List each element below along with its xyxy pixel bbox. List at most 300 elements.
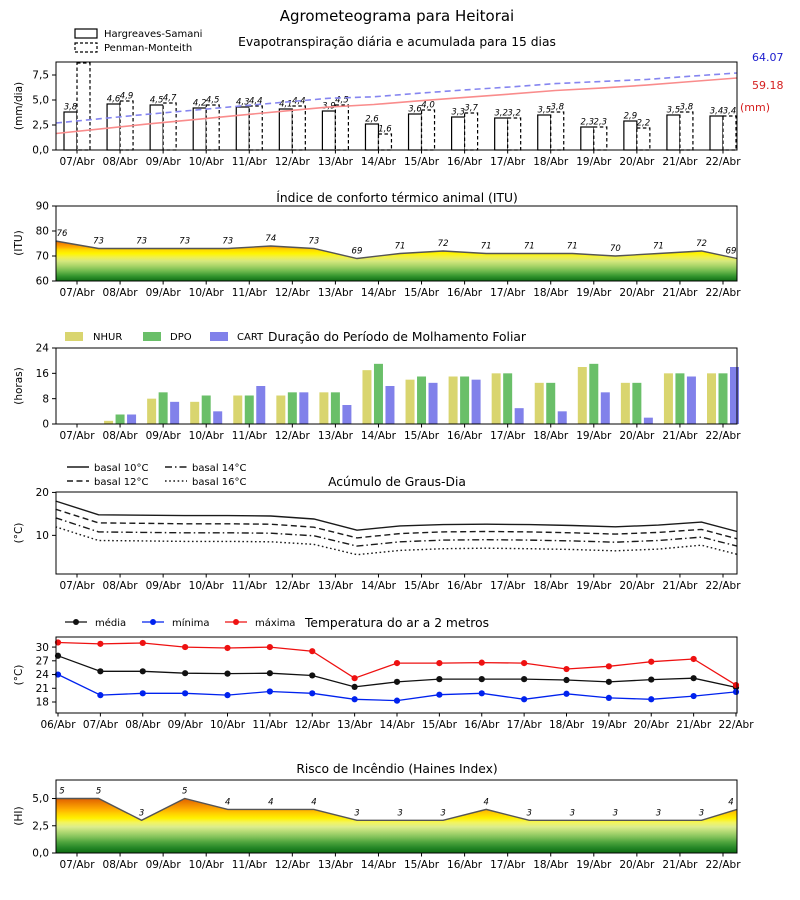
hargreaves-bar (624, 121, 637, 150)
bar-value-label: 4,4 (249, 96, 263, 107)
legend-swatch-DPO (143, 332, 161, 341)
x-tick-label: 08/Abr (125, 719, 161, 731)
mínima-marker (309, 690, 315, 696)
x-tick-label: 12/Abr (274, 287, 310, 299)
legend-label: Penman-Monteith (104, 43, 193, 54)
mínima-marker (352, 696, 358, 702)
nhur-bar (492, 373, 501, 424)
dpo-bar (719, 373, 728, 424)
x-tick-label: 15/Abr (421, 719, 457, 731)
chart1-ylabel: (mm/dia) (13, 81, 25, 131)
x-tick-label: 13/Abr (317, 430, 353, 442)
hargreaves-cumulative-total: 59.18 (752, 79, 784, 92)
data-point-label: 5 (59, 786, 65, 797)
data-point-label: 3 (698, 808, 705, 819)
chart1-title: Evapotranspiração diária e acumulada para 15 dias (238, 35, 556, 49)
bar-value-label: 3,7 (464, 103, 478, 114)
bar-value-label: 2,6 (365, 114, 379, 125)
média-marker (648, 676, 654, 682)
média-marker (436, 676, 442, 682)
x-tick-label: 19/Abr (576, 430, 612, 442)
mínima-marker (563, 691, 569, 697)
mínima-marker (394, 698, 400, 704)
x-tick-label: 18/Abr (533, 859, 569, 871)
cart-bar (127, 415, 136, 425)
média-marker (394, 679, 400, 685)
bar-value-label: 2,9 (623, 111, 638, 122)
y-tick-label: 2,5 (32, 119, 49, 132)
x-tick-label: 22/Abr (705, 156, 741, 168)
chart5-title: Temperatura do ar a 2 metros (304, 616, 490, 630)
degree-day-line (56, 509, 738, 539)
legend-marker-mínima (150, 619, 156, 625)
x-tick-label: 16/Abr (447, 287, 483, 299)
bar-value-label: 2,3 (580, 117, 595, 128)
x-tick-label: 07/Abr (59, 580, 95, 592)
data-point-label: 71 (566, 241, 578, 252)
x-tick-label: 22/Abr (718, 719, 754, 731)
máxima-marker (521, 660, 527, 666)
nhur-bar (319, 392, 328, 424)
máxima-marker (182, 644, 188, 650)
hargreaves-bar (495, 118, 508, 150)
x-tick-label: 06/Abr (40, 719, 76, 731)
dpo-bar (589, 364, 598, 424)
y-tick-label: 20 (35, 487, 49, 500)
x-tick-label: 09/Abr (145, 859, 181, 871)
média-marker (352, 684, 358, 690)
cart-bar (558, 411, 567, 424)
x-tick-label: 15/Abr (403, 430, 440, 442)
x-tick-label: 10/Abr (188, 430, 224, 442)
cart-bar (429, 383, 438, 424)
x-tick-label: 11/Abr (252, 719, 288, 731)
data-point-label: 73 (308, 236, 320, 247)
penman-bar (206, 105, 219, 150)
penman-bar (637, 128, 650, 150)
x-tick-label: 10/Abr (209, 719, 246, 731)
y-tick-label: 27 (35, 655, 49, 668)
nhur-bar (578, 367, 587, 424)
nhur-bar (449, 377, 458, 425)
x-tick-label: 15/Abr (403, 287, 440, 299)
x-tick-label: 09/Abr (145, 430, 181, 442)
cart-bar (256, 386, 265, 424)
data-point-label: 71 (394, 241, 406, 252)
x-tick-label: 12/Abr (274, 156, 310, 168)
hargreaves-bar (322, 111, 335, 150)
degree-day-line (56, 501, 738, 532)
mínima-marker (733, 689, 739, 695)
data-point-label: 73 (136, 236, 148, 247)
dpo-bar (503, 373, 512, 424)
x-tick-label: 13/Abr (317, 287, 353, 299)
cart-bar (170, 402, 179, 424)
mínima-marker (182, 690, 188, 696)
legend-swatch-Penman-Monteith (75, 43, 97, 52)
x-tick-label: 20/Abr (619, 859, 655, 871)
bar-value-label: 4,9 (119, 91, 134, 102)
y-tick-label: 0,0 (32, 847, 49, 860)
bar-value-label: 2,2 (636, 118, 651, 129)
x-tick-label: 08/Abr (102, 156, 138, 168)
legend-label: basal 10°C (94, 463, 149, 474)
data-point-label: 73 (93, 236, 104, 247)
dpo-bar (374, 364, 383, 424)
mínima-marker (606, 695, 612, 701)
dpo-bar (202, 396, 211, 425)
bar-value-label: 3,5 (666, 105, 681, 116)
data-point-label: 70 (609, 244, 621, 254)
bar-value-label: 3,6 (408, 104, 422, 115)
nhur-bar (147, 399, 156, 424)
legend-swatch-Hargreaves-Samani (75, 29, 97, 38)
x-tick-label: 11/Abr (231, 430, 267, 442)
x-tick-label: 15/Abr (403, 580, 440, 592)
x-tick-label: 08/Abr (102, 859, 138, 871)
cart-bar (601, 392, 610, 424)
y-tick-label: 8 (42, 393, 49, 406)
máxima-marker (691, 656, 697, 662)
dpo-bar (288, 392, 297, 424)
chart2-ylabel: (ITU) (13, 230, 25, 256)
x-tick-label: 18/Abr (533, 156, 569, 168)
y-tick-label: 24 (35, 669, 49, 682)
x-tick-label: 15/Abr (403, 859, 440, 871)
nhur-bar (276, 396, 285, 425)
dpo-bar (460, 377, 469, 425)
x-tick-label: 18/Abr (548, 719, 585, 731)
bar-value-label: 4,1 (279, 99, 293, 110)
x-tick-label: 20/Abr (619, 580, 655, 592)
y-tick-label: 21 (35, 682, 49, 695)
data-point-label: 5 (181, 786, 188, 797)
hargreaves-bar (279, 109, 292, 150)
mínima-marker (691, 693, 697, 699)
x-tick-label: 14/Abr (360, 430, 397, 442)
chart2-title: Índice de conforto térmico animal (ITU) (276, 191, 518, 205)
y-tick-label: 5,0 (32, 94, 49, 107)
data-point-label: 71 (653, 241, 664, 252)
hargreaves-bar (452, 117, 465, 150)
média-marker (691, 675, 697, 681)
hargreaves-bar (150, 105, 163, 150)
mínima-marker (521, 696, 527, 702)
penman-bar (551, 112, 564, 150)
legend-label: CART (237, 332, 264, 343)
mínima-marker (140, 690, 146, 696)
bar-value-label: 4,2 (192, 98, 207, 109)
bar-value-label: 4,6 (106, 94, 121, 105)
x-tick-label: 09/Abr (145, 287, 181, 299)
dpo-bar (546, 383, 555, 424)
x-tick-label: 17/Abr (490, 287, 526, 299)
x-tick-label: 09/Abr (145, 580, 181, 592)
y-tick-label: 80 (35, 225, 49, 238)
x-tick-label: 22/Abr (705, 430, 741, 442)
legend-label: NHUR (93, 332, 123, 343)
x-tick-label: 19/Abr (576, 859, 612, 871)
x-tick-label: 13/Abr (317, 580, 353, 592)
nhur-bar (406, 380, 415, 424)
cart-bar (687, 377, 696, 425)
hargreaves-bar (581, 127, 594, 150)
máxima-marker (394, 660, 400, 666)
x-tick-label: 14/Abr (360, 287, 397, 299)
hargreaves-bar (365, 124, 378, 150)
y-tick-label: 2,5 (32, 820, 49, 833)
legend-label: basal 12°C (94, 477, 149, 488)
mínima-line (58, 675, 736, 701)
penman-bar (163, 103, 176, 150)
data-point-label: 71 (523, 241, 535, 252)
nhur-bar (190, 402, 199, 424)
y-tick-label: 0,0 (32, 144, 49, 157)
y-tick-label: 60 (35, 275, 49, 288)
dpo-bar (331, 392, 340, 424)
legend-swatch-NHUR (65, 332, 83, 341)
x-tick-label: 17/Abr (506, 719, 542, 731)
x-tick-label: 21/Abr (662, 859, 698, 871)
x-tick-label: 08/Abr (102, 430, 138, 442)
cart-bar (730, 367, 739, 424)
data-point-label: 69 (725, 246, 737, 257)
x-tick-label: 22/Abr (705, 580, 741, 592)
cart-bar (299, 392, 308, 424)
bar-value-label: 3,9 (322, 101, 336, 112)
x-tick-label: 09/Abr (145, 156, 181, 168)
máxima-marker (97, 641, 103, 647)
x-tick-label: 16/Abr (447, 156, 483, 168)
dpo-bar (417, 377, 426, 425)
mínima-marker (648, 696, 654, 702)
data-point-label: 76 (56, 229, 68, 239)
legend-label: mínima (172, 618, 210, 629)
x-tick-label: 17/Abr (490, 580, 526, 592)
x-tick-label: 22/Abr (705, 859, 741, 871)
y-tick-label: 30 (35, 641, 49, 654)
x-tick-label: 14/Abr (379, 719, 415, 731)
bar-value-label: 2,3 (593, 117, 608, 128)
legend-label: basal 16°C (192, 477, 247, 488)
bar-value-label: 4,5 (205, 95, 220, 106)
page-title: Agrometeograma para Heitorai (279, 7, 515, 25)
y-tick-label: 10 (35, 530, 49, 543)
cart-bar (515, 408, 524, 424)
penman-bar (422, 110, 435, 150)
máxima-marker (563, 666, 569, 672)
nhur-bar (362, 370, 371, 424)
data-point-label: 3 (138, 808, 145, 819)
média-marker (224, 671, 230, 677)
bar-value-label: 3,8 (63, 102, 78, 113)
média-marker (563, 677, 569, 683)
y-tick-label: 7,5 (32, 69, 49, 82)
média-marker (267, 670, 273, 676)
degree-day-line (56, 518, 738, 546)
máxima-marker (224, 645, 230, 651)
mínima-marker (479, 690, 485, 696)
y-tick-label: 70 (35, 250, 49, 263)
x-tick-label: 19/Abr (576, 287, 612, 299)
data-point-label: 3 (569, 808, 576, 819)
y-tick-label: 90 (35, 200, 49, 213)
penman-bar (378, 134, 391, 150)
hargreaves-bar (193, 108, 206, 150)
cumulative-unit-label: (mm) (740, 101, 771, 114)
data-point-label: 72 (437, 239, 449, 249)
x-tick-label: 12/Abr (274, 580, 310, 592)
chart5-ylabel: (°C) (13, 664, 25, 686)
bar-value-label: 4,4 (292, 96, 306, 107)
x-tick-label: 12/Abr (274, 859, 310, 871)
média-marker (140, 668, 146, 674)
penman-cumulative-total: 64.07 (752, 51, 784, 64)
data-point-label: 73 (222, 236, 234, 247)
y-tick-label: 18 (35, 696, 49, 709)
x-tick-label: 16/Abr (464, 719, 500, 731)
bar-value-label: 4,5 (335, 95, 349, 106)
x-tick-label: 08/Abr (102, 287, 138, 299)
x-tick-label: 07/Abr (82, 719, 118, 731)
chart6-ylabel: (HI) (13, 806, 25, 826)
data-point-label: 3 (655, 808, 662, 819)
média-marker (479, 676, 485, 682)
chart4-title: Acúmulo de Graus-Dia (328, 475, 466, 489)
x-tick-label: 18/Abr (533, 430, 569, 442)
penman-bar (77, 63, 90, 150)
dpo-bar (632, 383, 641, 424)
data-point-label: 3 (440, 808, 446, 819)
x-tick-label: 07/Abr (59, 287, 95, 299)
máxima-marker (733, 682, 739, 688)
penman-bar (508, 118, 521, 150)
bar-value-label: 3,8 (679, 102, 694, 113)
x-tick-label: 21/Abr (662, 580, 698, 592)
nhur-bar (233, 396, 242, 425)
bar-value-label: 4,7 (162, 93, 177, 104)
data-point-label: 71 (480, 241, 492, 252)
máxima-marker (648, 659, 654, 665)
x-tick-label: 10/Abr (188, 580, 224, 592)
x-tick-label: 17/Abr (490, 156, 526, 168)
bar-value-label: 3,4 (722, 106, 737, 117)
data-point-label: 73 (179, 236, 191, 247)
média-marker (309, 672, 315, 678)
y-tick-label: 0 (42, 418, 49, 431)
mínima-marker (224, 692, 230, 698)
data-point-label: 4 (225, 797, 231, 808)
x-tick-label: 19/Abr (591, 719, 627, 731)
data-point-label: 69 (351, 246, 363, 257)
cart-bar (213, 411, 222, 424)
mínima-marker (97, 692, 103, 698)
x-tick-label: 11/Abr (231, 156, 267, 168)
x-tick-label: 11/Abr (231, 287, 267, 299)
gradient-area-fill (56, 799, 738, 854)
x-tick-label: 16/Abr (447, 430, 483, 442)
mínima-marker (436, 692, 442, 698)
x-tick-label: 10/Abr (188, 859, 224, 871)
bar-value-label: 1,6 (378, 124, 392, 135)
dpo-bar (116, 415, 125, 425)
hargreaves-bar (236, 107, 249, 150)
penman-bar (292, 106, 305, 150)
x-tick-label: 07/Abr (59, 156, 95, 168)
data-point-label: 74 (265, 234, 277, 244)
y-tick-label: 5,0 (32, 793, 49, 806)
máxima-marker (479, 660, 485, 666)
nhur-bar (664, 373, 673, 424)
cart-bar (385, 386, 394, 424)
penman-bar (465, 113, 478, 150)
data-point-label: 4 (728, 797, 734, 808)
legend-marker-máxima (233, 619, 239, 625)
hargreaves-bar (409, 114, 422, 150)
x-tick-label: 21/Abr (676, 719, 712, 731)
x-tick-label: 17/Abr (490, 430, 526, 442)
x-tick-label: 13/Abr (317, 156, 353, 168)
x-tick-label: 22/Abr (705, 287, 741, 299)
cart-bar (644, 418, 653, 424)
nhur-bar (621, 383, 630, 424)
chart4-ylabel: (°C) (13, 522, 25, 544)
média-marker (606, 679, 612, 685)
máxima-marker (309, 648, 315, 654)
cart-bar (342, 405, 351, 424)
chart6-title: Risco de Incêndio (Haines Index) (296, 762, 498, 776)
x-tick-label: 11/Abr (231, 859, 267, 871)
legend-label: Hargreaves-Samani (104, 29, 203, 40)
máxima-marker (436, 660, 442, 666)
penman-bar (723, 116, 736, 150)
data-point-label: 3 (354, 808, 360, 819)
hargreaves-bar (710, 116, 723, 150)
hargreaves-bar (667, 115, 680, 150)
x-tick-label: 08/Abr (102, 580, 138, 592)
x-tick-label: 19/Abr (576, 580, 612, 592)
x-tick-label: 13/Abr (337, 719, 373, 731)
legend-marker-média (73, 619, 79, 625)
bar-value-label: 3,2 (494, 108, 508, 119)
máxima-marker (267, 644, 273, 650)
bar-value-label: 4,3 (236, 97, 250, 108)
data-point-label: 3 (526, 808, 532, 819)
mínima-marker (267, 688, 273, 694)
x-tick-label: 18/Abr (533, 580, 569, 592)
x-tick-label: 21/Abr (662, 287, 698, 299)
legend-label: média (95, 618, 127, 629)
x-tick-label: 12/Abr (294, 719, 330, 731)
máxima-marker (352, 675, 358, 681)
legend-label: DPO (170, 332, 192, 343)
x-tick-label: 13/Abr (317, 859, 353, 871)
x-tick-label: 20/Abr (619, 287, 655, 299)
bar-value-label: 3,4 (709, 106, 724, 117)
penman-bar (594, 127, 607, 150)
média-marker (521, 676, 527, 682)
penman-bar (680, 112, 693, 150)
data-point-label: 3 (612, 808, 619, 819)
máxima-marker (140, 640, 146, 646)
cart-bar (472, 380, 481, 424)
x-tick-label: 19/Abr (576, 156, 612, 168)
x-tick-label: 21/Abr (662, 156, 698, 168)
legend-swatch-CART (210, 332, 228, 341)
data-point-label: 72 (696, 239, 707, 249)
nhur-bar (707, 373, 716, 424)
chart3-ylabel: (horas) (13, 367, 25, 405)
